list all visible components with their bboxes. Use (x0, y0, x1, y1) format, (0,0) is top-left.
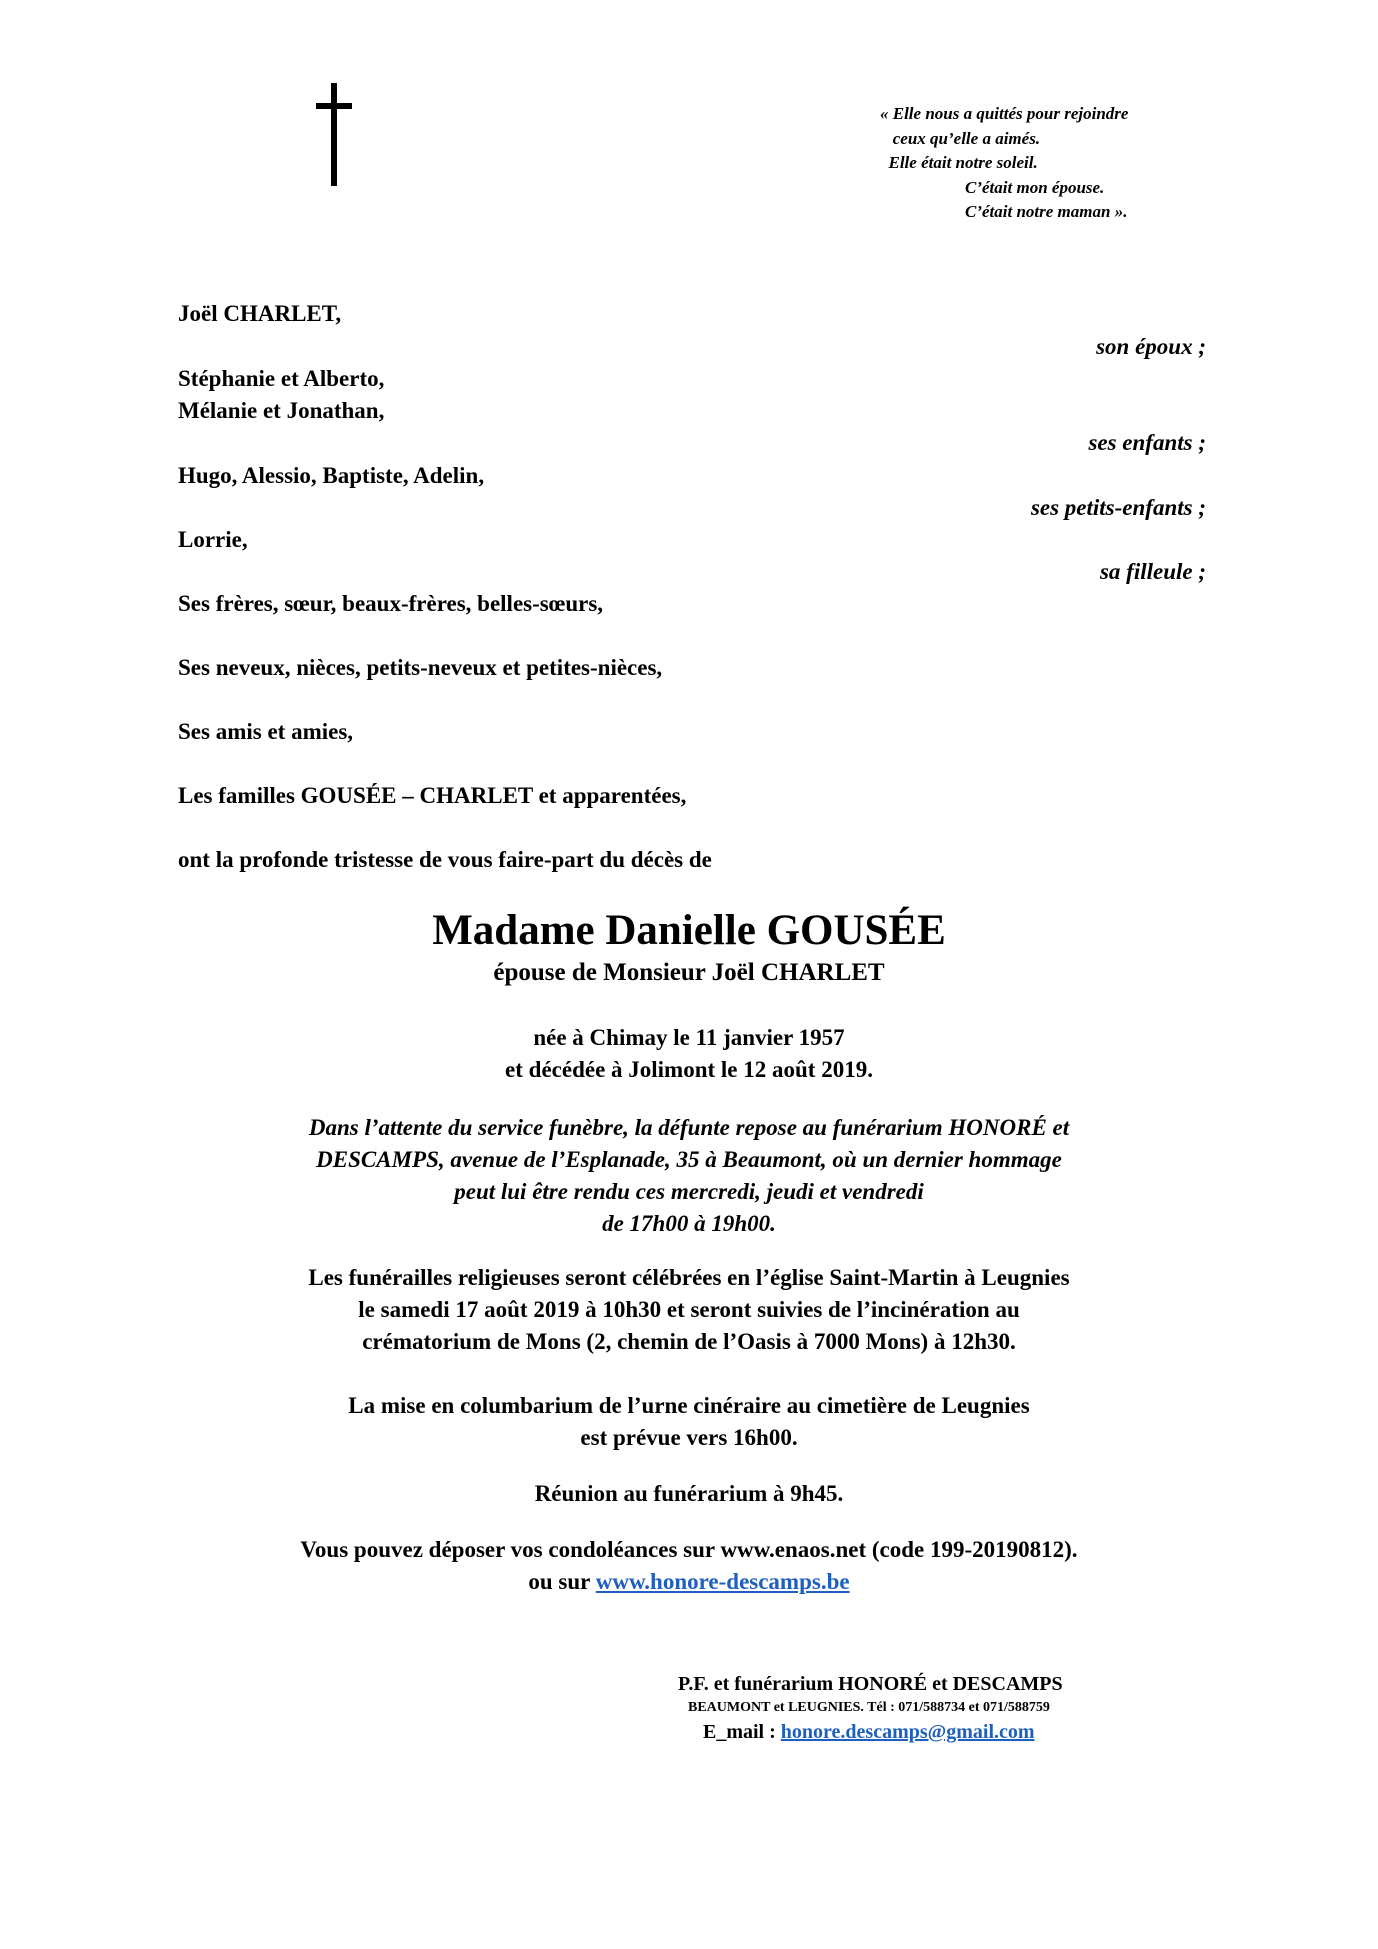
columbarium-line: La mise en columbarium de l’urne cinéraire au cimetière de Leugnies (348, 1393, 1030, 1418)
funeral-line: Les funérailles religieuses seront célébrées en l’église Saint-Martin à Leugnies (308, 1265, 1070, 1290)
announcement: ont la profonde tristesse de vous faire-part du décès de (178, 847, 712, 872)
footer-company: P.F. et funérarium HONORÉ et DESCAMPS (678, 1673, 1063, 1695)
death-line: et décédée à Jolimont le 12 août 2019. (505, 1057, 873, 1082)
children-line-1: Stéphanie et Alberto, (178, 366, 385, 391)
birth-line: née à Chimay le 11 janvier 1957 (533, 1025, 845, 1050)
visitation-line: peut lui être rendu ces mercredi, jeudi et vendredi (454, 1179, 924, 1204)
goddaughter-relation: sa filleule ; (1099, 559, 1206, 584)
footer-email-line (703, 1721, 1035, 1744)
grandchildren: Hugo, Alessio, Baptiste, Adelin, (178, 463, 485, 488)
cross-icon (331, 83, 337, 186)
quote-line: ceux qu’elle a aimés. (880, 128, 1041, 148)
funeral-line: crématorium de Mons (2, chemin de l’Oasis à 7000 Mons) à 12h30. (362, 1329, 1016, 1354)
goddaughter: Lorrie, (178, 527, 248, 552)
visitation-line: DESCAMPS, avenue de l’Esplanade, 35 à Beaumont, où un dernier hommage (316, 1147, 1062, 1172)
email-label: E_mail : (703, 1721, 781, 1743)
email-link[interactable]: honore.descamps@gmail.com (780, 1721, 1035, 1743)
condolences-line: Vous pouvez déposer vos condoléances sur www.enaos.net (code 199-20190812). (300, 1537, 1078, 1562)
footer-phones: BEAUMONT et LEUGNIES. Tél : 071/588734 et 071/588759 (688, 1700, 1050, 1715)
children-relation: ses enfants ; (1088, 430, 1206, 455)
husband-relation: son époux ; (1096, 334, 1206, 359)
quote-line: C’était notre maman ». (880, 202, 1128, 221)
condolences-link-line (0, 1569, 1378, 1595)
deceased-name: Madame Danielle GOUSÉE (432, 907, 946, 954)
quote-line: « Elle nous a quittés pour rejoindre (880, 104, 1129, 123)
visitation-line: Dans l’attente du service funèbre, la défunte repose au funérarium HONORÉ et (308, 1115, 1070, 1140)
columbarium-line: est prévue vers 16h00. (580, 1425, 798, 1450)
funeral-line: le samedi 17 août 2019 à 10h30 et seront suivies de l’incinération au (358, 1297, 1020, 1322)
children-line-2: Mélanie et Jonathan, (178, 398, 385, 423)
spouse-line: épouse de Monsieur Joël CHARLET (493, 959, 885, 986)
friends: Ses amis et amies, (178, 719, 354, 744)
nephews: Ses neveux, nièces, petits-neveux et petites-nièces, (178, 655, 663, 680)
husband-name: Joël CHARLET, (178, 301, 342, 326)
families: Les familles GOUSÉE – CHARLET et apparentées, (178, 783, 687, 808)
meeting-line: Réunion au funérarium à 9h45. (534, 1481, 844, 1506)
quote-line: Elle était notre soleil. (880, 153, 1038, 172)
grandchildren-relation: ses petits-enfants ; (1030, 495, 1206, 520)
website-link[interactable]: www.honore-descamps.be (595, 1569, 850, 1594)
quote-line: C’était mon épouse. (880, 177, 1105, 197)
visitation-hours: de 17h00 à 19h00. (602, 1211, 776, 1236)
epitaph-quote (880, 102, 1128, 225)
siblings: Ses frères, sœur, beaux-frères, belles-sœurs, (178, 591, 604, 616)
cross-icon-bar (316, 103, 352, 109)
condolences-prefix: ou sur (528, 1569, 596, 1594)
